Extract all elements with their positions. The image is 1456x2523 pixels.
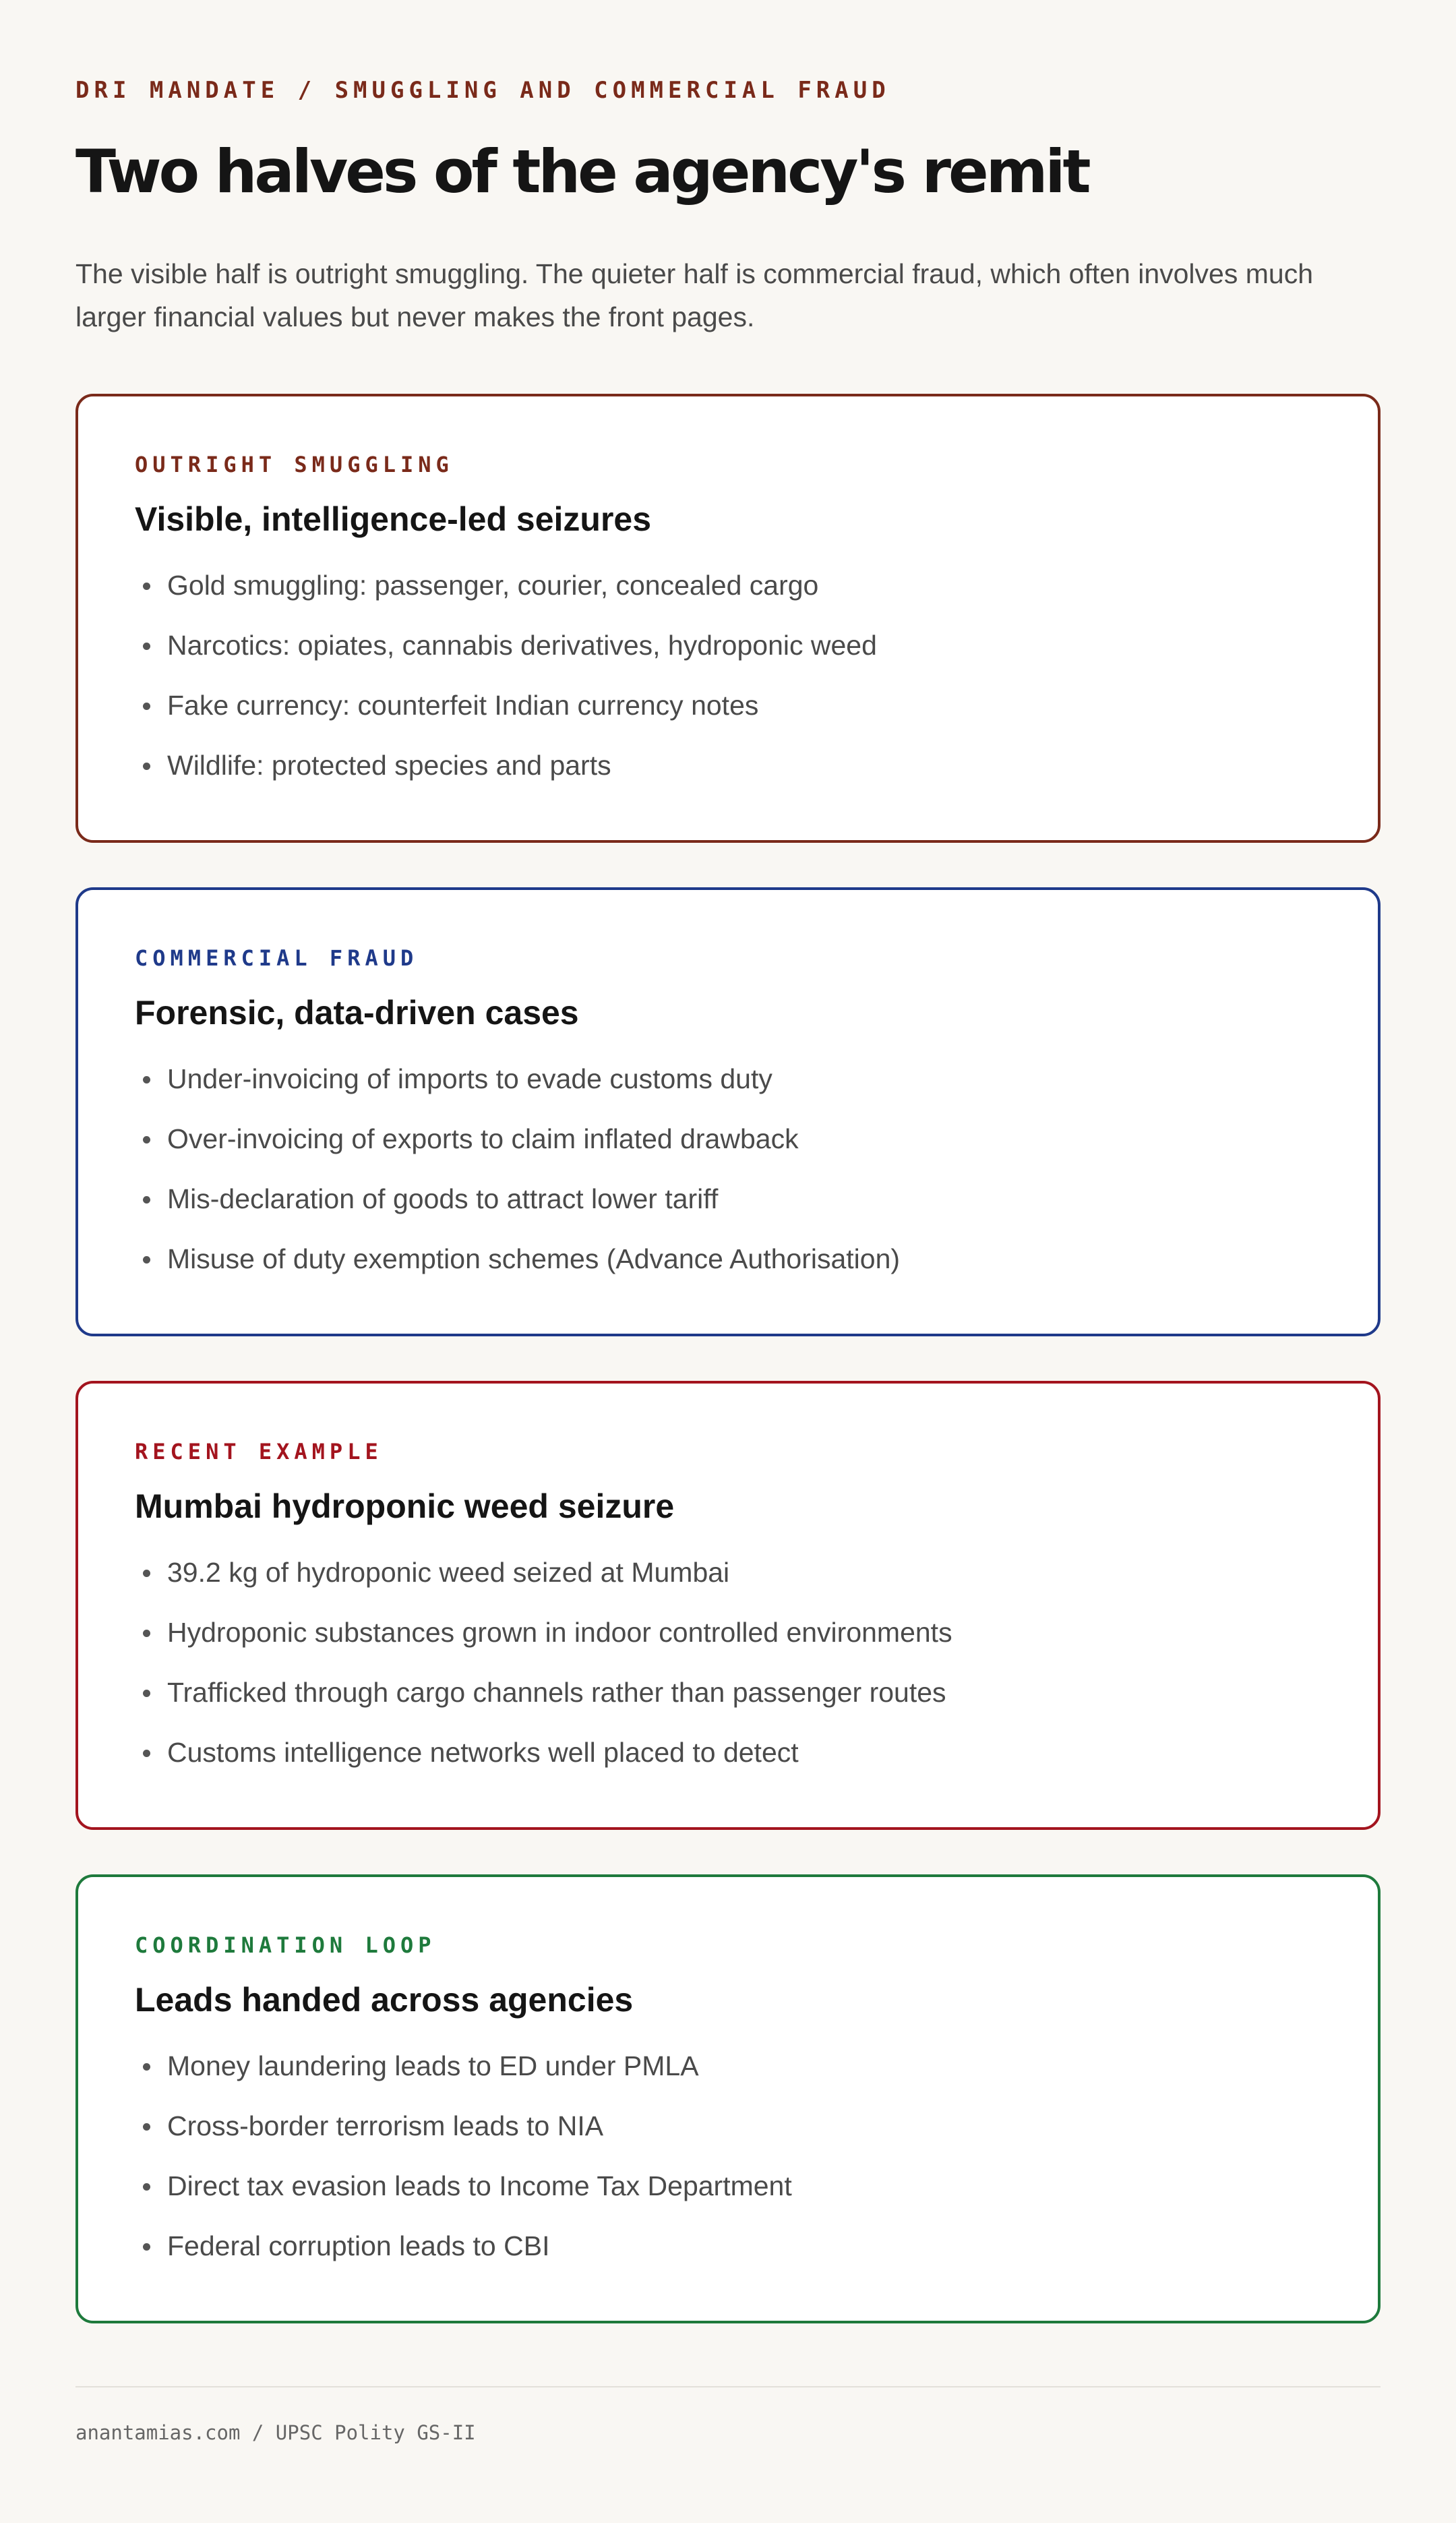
card-heading: Mumbai hydroponic weed seizure <box>135 1487 675 1525</box>
list-item: Federal corruption leads to CBI <box>135 2216 1321 2276</box>
list-item: Cross-border terrorism leads to NIA <box>135 2096 1321 2156</box>
card-coordination-loop <box>75 1874 1381 2323</box>
list-item: Gold smuggling: passenger, courier, concealed cargo <box>135 556 1321 616</box>
card-label: COORDINATION LOOP <box>135 1932 436 1958</box>
list-item: Hydroponic substances grown in indoor controlled environments <box>135 1603 1321 1663</box>
card-list <box>75 394 1381 2323</box>
intro-paragraph: The visible half is outright smuggling. The quieter half is commercial fraud, which often involves much larger financial values but never makes the front pages. <box>75 258 1313 332</box>
card-label: OUTRIGHT SMUGGLING <box>135 452 454 477</box>
card-heading: Visible, intelligence-led seizures <box>135 500 652 538</box>
bullet-list <box>135 1049 1321 1289</box>
bullet-list <box>135 1543 1321 1783</box>
list-item: Direct tax evasion leads to Income Tax Department <box>135 2156 1321 2216</box>
bullet-list <box>135 2036 1321 2276</box>
card-recent-example <box>75 1381 1381 1830</box>
card-heading: Forensic, data-driven cases <box>135 994 579 1032</box>
footer-divider <box>75 2386 1381 2387</box>
list-item: Under-invoicing of imports to evade customs duty <box>135 1049 1321 1109</box>
list-item: Wildlife: protected species and parts <box>135 736 1321 796</box>
card-label: COMMERCIAL FRAUD <box>135 945 419 971</box>
list-item: Misuse of duty exemption schemes (Advance Authorisation) <box>135 1229 1321 1289</box>
list-item: Fake currency: counterfeit Indian currency notes <box>135 676 1321 736</box>
list-item: Money laundering leads to ED under PMLA <box>135 2036 1321 2096</box>
footer-credit: anantamias.com / UPSC Polity GS-II <box>75 2421 476 2444</box>
list-item: Mis-declaration of goods to attract lower tariff <box>135 1169 1321 1229</box>
list-item: 39.2 kg of hydroponic weed seized at Mumbai <box>135 1543 1321 1603</box>
list-item: Over-invoicing of exports to claim inflated drawback <box>135 1109 1321 1169</box>
card-label: RECENT EXAMPLE <box>135 1439 383 1464</box>
card-heading: Leads handed across agencies <box>135 1981 634 2019</box>
card-outright-smuggling <box>75 394 1381 843</box>
card-commercial-fraud <box>75 887 1381 1336</box>
list-item: Customs intelligence networks well placed to detect <box>135 1723 1321 1783</box>
list-item: Narcotics: opiates, cannabis derivatives, hydroponic weed <box>135 616 1321 676</box>
section-kicker: DRI MANDATE / SMUGGLING AND COMMERCIAL FRAUD <box>75 77 890 104</box>
list-item: Trafficked through cargo channels rather than passenger routes <box>135 1663 1321 1723</box>
bullet-list <box>135 556 1321 796</box>
page-title: Two halves of the agency's remit <box>75 137 1089 206</box>
